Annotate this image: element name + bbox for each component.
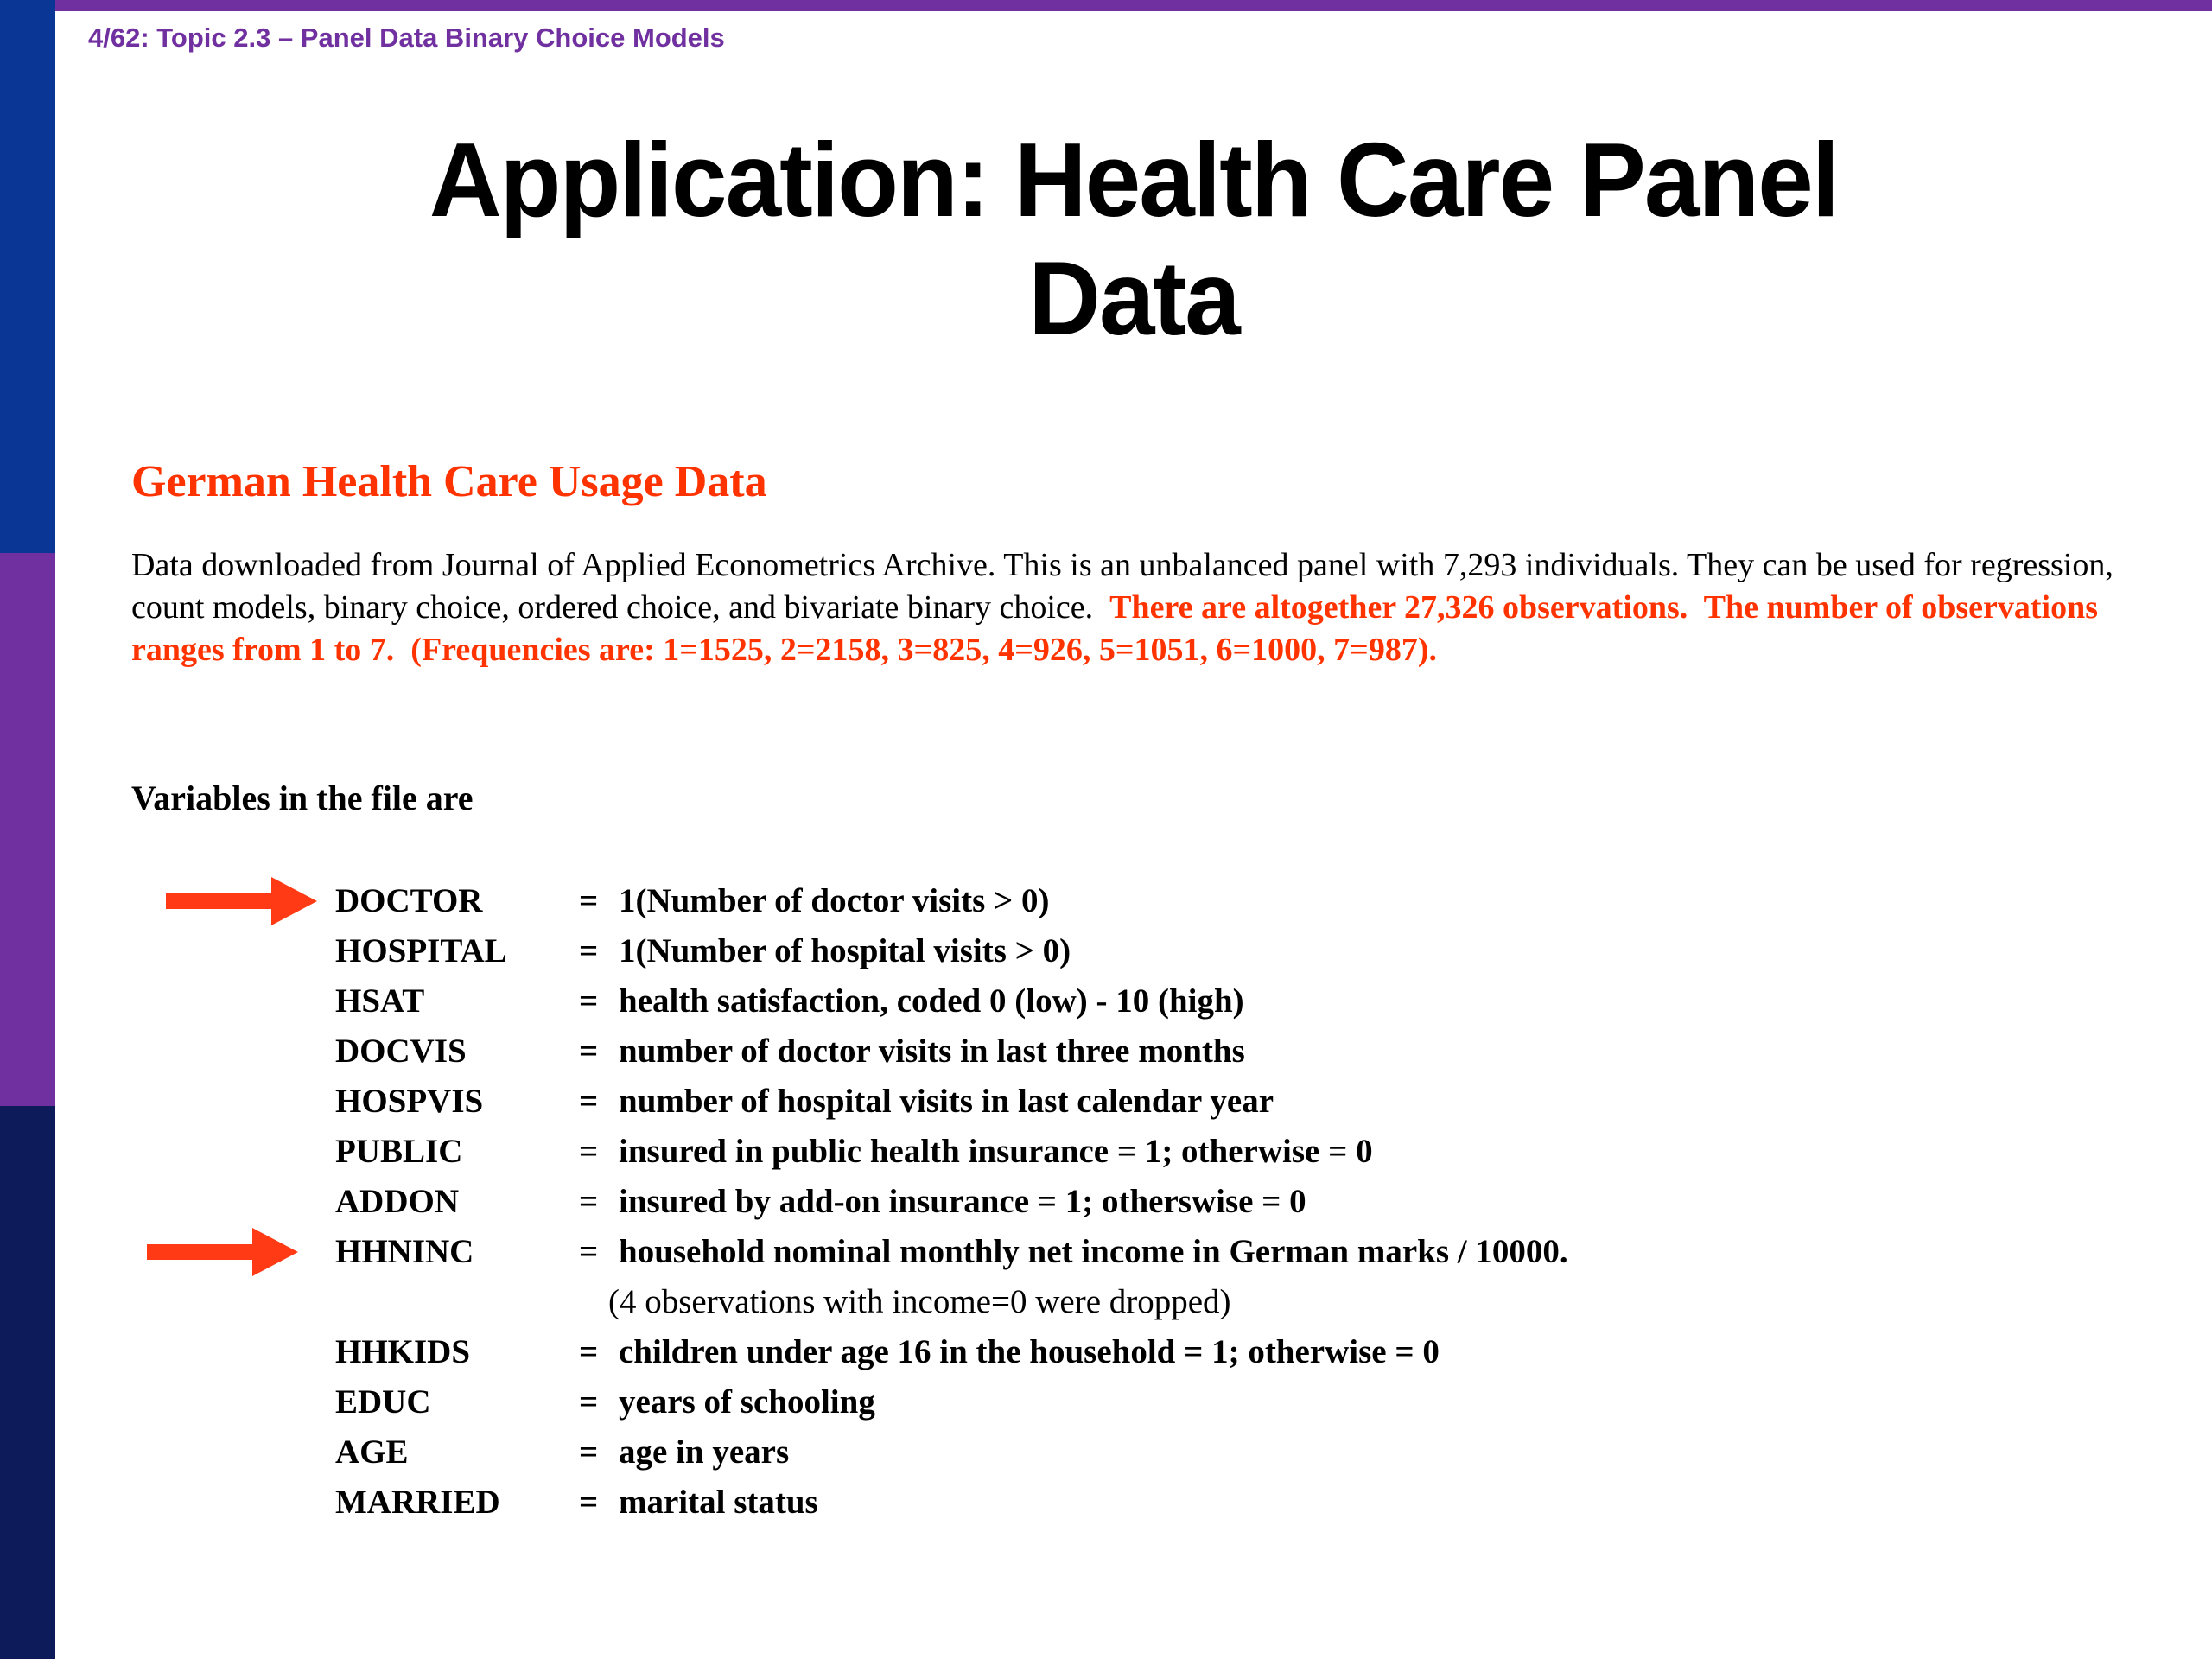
left-bar-blue-segment	[0, 0, 55, 553]
equals-sign: =	[579, 882, 599, 919]
variable-name: DOCVIS	[335, 1033, 467, 1070]
variable-row-married	[335, 1478, 1568, 1528]
equals-sign: =	[579, 1033, 599, 1070]
variable-name: AGE	[335, 1433, 409, 1471]
equals-sign: =	[579, 1484, 599, 1521]
variable-description: number of hospital visits in last calendar year	[619, 1083, 1274, 1120]
page-title-line1: Application: Health Care Panel	[429, 121, 1839, 238]
variable-row-age	[335, 1427, 1568, 1478]
red-arrow-icon	[166, 877, 317, 925]
variables-list	[335, 876, 1568, 1528]
equals-sign: =	[579, 982, 599, 1020]
variable-row-public	[335, 1127, 1568, 1177]
variable-description: insured by add-on insurance = 1; otherswise = 0	[619, 1183, 1306, 1220]
intro-red-text: There are altogether 27,326 observations. The number of observations ranges from 1 to 7. (Frequencies are: 1=1525, 2=2158, 3=825, 4=926, 5=1051, 6=1000, 7=987).	[131, 589, 2107, 668]
variable-name: HHNINC	[335, 1233, 474, 1270]
arrow-shaft	[147, 1244, 252, 1260]
variable-description: years of schooling	[619, 1383, 875, 1421]
variable-description: health satisfaction, coded 0 (low) - 10 (high)	[619, 982, 1244, 1020]
variable-row-doctor	[335, 876, 1568, 926]
variable-name: EDUC	[335, 1383, 431, 1421]
variable-name: ADDON	[335, 1183, 459, 1220]
top-accent-bar	[55, 0, 2212, 11]
equals-sign: =	[579, 1383, 599, 1421]
variable-row-docvis	[335, 1027, 1568, 1077]
equals-sign: =	[579, 932, 599, 969]
variable-row-hospvis	[335, 1077, 1568, 1127]
variable-name: PUBLIC	[335, 1133, 463, 1170]
section-heading: German Health Care Usage Data	[131, 457, 767, 506]
variable-row-hospital	[335, 926, 1568, 976]
variable-row-educ	[335, 1377, 1568, 1427]
left-bar-navy-segment	[0, 1106, 55, 1659]
variable-description: number of doctor visits in last three months	[619, 1033, 1245, 1070]
left-bar-purple-segment	[0, 553, 55, 1106]
variables-heading: Variables in the file are	[131, 779, 474, 817]
variable-description: children under age 16 in the household = 1; otherwise = 0	[619, 1333, 1440, 1370]
variable-note: (4 observations with income=0 were dropped)	[608, 1283, 1231, 1320]
variable-name: HSAT	[335, 982, 425, 1020]
page-title-line2: Data	[1028, 238, 1239, 357]
variable-description: household nominal monthly net income in German marks / 10000.	[619, 1233, 1568, 1270]
equals-sign: =	[579, 1183, 599, 1220]
intro-paragraph	[131, 544, 2145, 671]
variable-name: HHKIDS	[335, 1333, 471, 1370]
equals-sign: =	[579, 1433, 599, 1471]
slide-header: 4/62: Topic 2.3 – Panel Data Binary Choice Models	[88, 22, 725, 53]
equals-sign: =	[579, 1083, 599, 1120]
variable-name: MARRIED	[335, 1484, 500, 1521]
red-arrow-icon	[147, 1228, 298, 1276]
variable-name: DOCTOR	[335, 882, 483, 919]
variable-row-hsat	[335, 976, 1568, 1027]
variable-row-hhninc	[335, 1227, 1568, 1327]
variable-name: HOSPVIS	[335, 1083, 484, 1120]
variable-name: HOSPITAL	[335, 932, 507, 969]
variable-description: 1(Number of hospital visits > 0)	[619, 932, 1071, 969]
equals-sign: =	[579, 1133, 599, 1170]
variable-row-hhkids	[335, 1327, 1568, 1377]
equals-sign: =	[579, 1333, 599, 1370]
equals-sign: =	[579, 1233, 599, 1270]
variable-description: marital status	[619, 1484, 818, 1521]
variable-description: insured in public health insurance = 1; otherwise = 0	[619, 1133, 1373, 1170]
arrow-head	[252, 1228, 298, 1276]
left-accent-bar	[0, 0, 55, 1659]
intro-black-text: Data downloaded from Journal of Applied Econometrics Archive. This is an unbalanced panel with 7,293 individuals. They can be used for regression, count models, binary choice, ordered choice, and bivariate binary choice.	[131, 547, 2122, 626]
variable-description-block	[608, 1227, 1568, 1327]
arrow-shaft	[166, 893, 271, 909]
page-title	[109, 121, 2158, 357]
arrow-head	[271, 877, 317, 925]
variable-description: age in years	[619, 1433, 790, 1471]
variable-row-addon	[335, 1177, 1568, 1227]
variable-description: 1(Number of doctor visits > 0)	[619, 882, 1050, 919]
